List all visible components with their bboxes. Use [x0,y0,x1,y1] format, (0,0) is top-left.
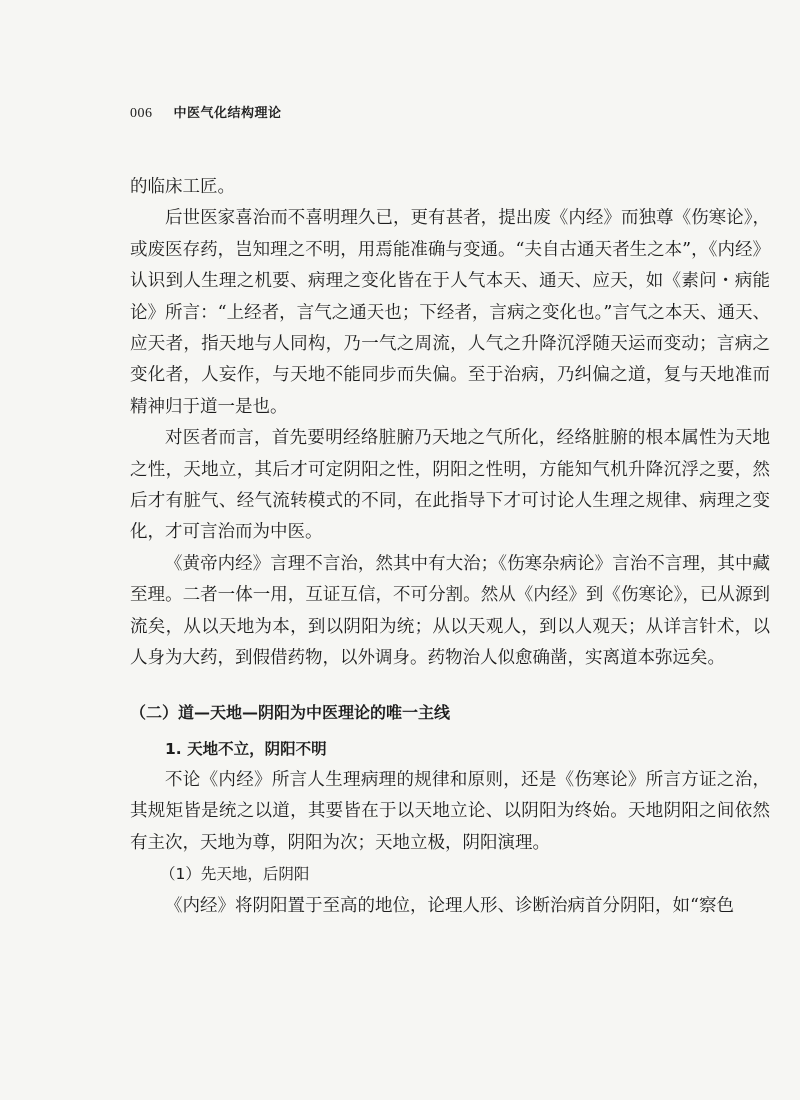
sub-heading: 1. 天地不立，阴阳不明 [165,739,327,758]
page-body [130,172,770,922]
body-paragraph: 不论《内经》所言人生理病理的规律和原则，还是《伤寒论》所言方证之治，其规矩皆是统之以道，其要皆在于以天地立论、以阴阳为终始。天地阴阳之间依然有主次，天地为尊，阴阳为次；天地立极，阴阳演理。 [130,769,770,853]
body-paragraph: 后世医家喜治而不喜明理久已，更有甚者，提出废《内经》而独尊《伤寒论》，或废医存药，岂知理之不明，用焉能准确与变通。“夫自古通天者生之本”，《内经》认识到人生理之机要、病理之变化皆在于人气本天、通天、应天，如《素问・病能论》所言：“上经者，言气之通天也；下经者，言病之变化也。”言气之本天、通天、应天者，指天地与人同构，乃一气之周流，人气之升降沉浮随天运而变动；言病之变化者，人妄作，与天地不能同步而失偏。至于治病，乃纠偏之道，复与天地准而精神归于道一是也。 [130,208,770,417]
page-header [130,102,281,122]
body-paragraph: 《黄帝内经》言理不言治，然其中有大治；《伤寒杂病论》言治不言理，其中藏至理。二者一体一用，互证互信，不可分割。然从《内经》到《伤寒论》，已从源到流矣，从以天地为本，到以阴阳为统；从以天观人，到以人观天；从详言针术，以人身为大药，到假借药物，以外调身。药物治人似愈确凿，实离道本弥远矣。 [130,553,770,669]
body-paragraph-truncated: 《内经》将阴阳置于至高的地位，论理人形、诊断治病首分阴阳，如“察色 [165,895,734,916]
section-heading: （二）道—天地—阴阳为中医理论的唯一主线 [130,702,451,722]
page-number: 006 [130,106,153,121]
minor-heading: （1）先天地，后阴阳 [160,865,310,884]
body-paragraph: 对医者而言，首先要明经络脏腑乃天地之气所化，经络脏腑的根本属性为天地之性，天地立，其后才可定阴阳之性，阴阳之性明，方能知气机升降沉浮之要，然后才有脏气、经气流转模式的不同，在此指导下才可讨论人生理之规律、病理之变化，才可言治而为中医。 [130,428,770,543]
running-title: 中医气化结构理论 [173,106,282,121]
body-paragraph-continued: 的临床工匠。 [130,177,235,197]
